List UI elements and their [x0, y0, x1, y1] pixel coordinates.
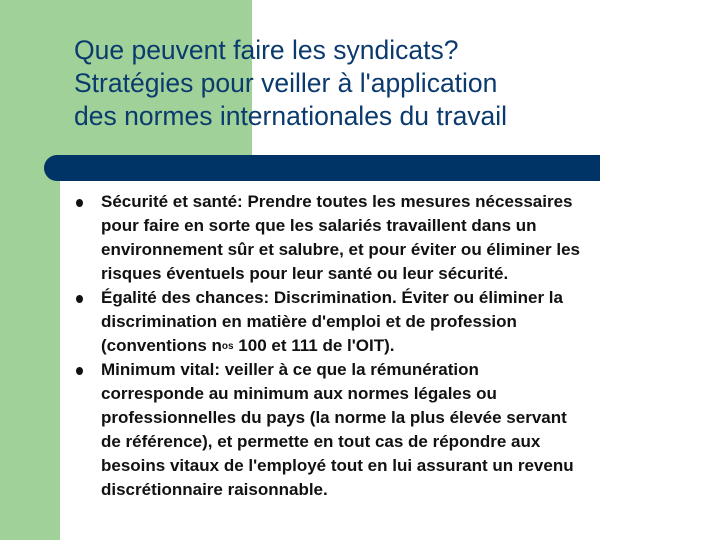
bullet-text-line: Minimum vital: veiller à ce que la rémunération	[101, 360, 479, 379]
bullet-dot-icon	[76, 199, 83, 207]
bullet-text-line: corresponde au minimum aux normes légales ou	[101, 384, 497, 403]
bullet-dot-icon	[76, 367, 83, 375]
bullet-text-line: Égalité des chances: Discrimination. Éviter ou éliminer la	[101, 288, 563, 307]
bullet-dot-icon	[76, 295, 83, 303]
bullet-list	[76, 190, 676, 502]
conventions-numbers-text: 100 et 111 de l'OIT).	[233, 336, 395, 355]
bullet-text-line: professionnelles du pays (la norme la plus élevée servant	[101, 408, 567, 427]
title-line: Stratégies pour veiller à l'application	[74, 68, 498, 98]
bullet-text-line: Sécurité et santé: Prendre toutes les mesures nécessaires	[101, 192, 573, 211]
bullet-text-line: risques éventuels pour leur santé ou leur sécurité.	[101, 264, 509, 283]
bullet-text-line: besoins vitaux de l'employé tout en lui assurant un revenu	[101, 456, 574, 475]
bullet-text-line: discrimination en matière d'emploi et de profession	[101, 312, 517, 331]
title-divider-bar	[44, 155, 600, 181]
bullet-text-line: discrétionnaire raisonnable.	[101, 480, 328, 499]
bullet-text-line: pour faire en sorte que les salariés travaillent dans un	[101, 216, 537, 235]
decorative-green-strip	[0, 160, 60, 540]
title-line: des normes internationales du travail	[74, 101, 508, 131]
conventions-text: (conventions n	[101, 336, 222, 355]
bullet-item-egalite-chances	[76, 286, 676, 358]
title-line: Que peuvent faire les syndicats?	[74, 35, 459, 65]
bullet-item-securite-sante	[76, 190, 676, 286]
slide-title	[74, 34, 704, 133]
bullet-item-minimum-vital	[76, 358, 676, 502]
numero-superscript: os	[221, 341, 234, 352]
bullet-text-line	[101, 334, 676, 358]
bullet-text-line: de référence), et permette en tout cas de répondre aux	[101, 432, 541, 451]
bullet-text-line: environnement sûr et salubre, et pour éviter ou éliminer les	[101, 240, 580, 259]
